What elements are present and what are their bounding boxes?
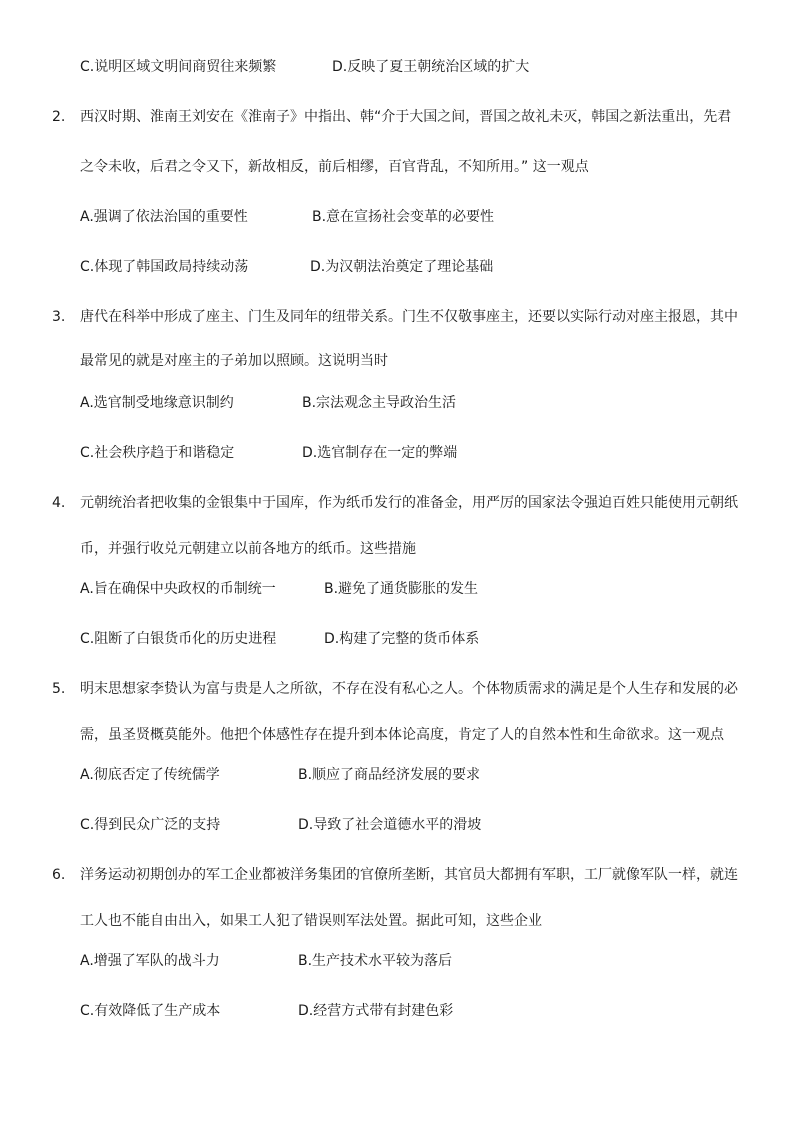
option-b: B.生产技术水平较为落后 xyxy=(298,953,453,969)
question-stem-line: 需，虽圣贤概莫能外。他把个体感性存在提升到本体论高度，肯定了人的自然本性和生命欲求。这一观点 xyxy=(80,727,724,743)
option-b: B.避免了通货膨胀的发生 xyxy=(324,581,479,597)
question-number: 5. xyxy=(52,681,66,697)
question-number: 6. xyxy=(52,867,66,883)
option-d: D.经营方式带有封建色彩 xyxy=(298,1003,454,1019)
question-stem-line: 西汉时期、淮南王刘安在《淮南子》中指出、韩“介于大国之间，晋国之故礼未灭，韩国之新法重出，先君 xyxy=(80,109,732,125)
question-stem-line: 之令未收，后君之令又下，新故相反，前后相缪，百官背乱，不知所用。” 这一观点 xyxy=(80,159,589,175)
option-a: A.彻底否定了传统儒学 xyxy=(80,767,220,783)
option-d: D.导致了社会道德水平的滑坡 xyxy=(298,817,482,833)
question-stem-line: 工人也不能自由出入，如果工人犯了错误则军法处置。据此可知，这些企业 xyxy=(80,913,542,929)
question-number: 2. xyxy=(52,109,66,125)
option-a: A.强调了依法治国的重要性 xyxy=(80,209,248,225)
option-c: C.阻断了白银货币化的历史进程 xyxy=(80,631,277,647)
option-c: C.有效降低了生产成本 xyxy=(80,1003,221,1019)
option-d: D.为汉朝法治奠定了理论基础 xyxy=(310,259,494,275)
question-stem-line: 元朝统治者把收集的金银集中于国库，作为纸币发行的准备金，用严厉的国家法令强迫百姓只能使用元朝纸 xyxy=(80,495,738,511)
question-number: 4. xyxy=(52,495,66,511)
option-d: D.反映了夏王朝统治区域的扩大 xyxy=(332,59,530,75)
question-stem-line: 币，并强行收兑元朝建立以前各地方的纸币。这些措施 xyxy=(80,541,416,557)
option-a: A.选官制受地缘意识制约 xyxy=(80,395,234,411)
option-c: C.社会秩序趋于和谐稳定 xyxy=(80,445,235,461)
option-a: A.旨在确保中央政权的币制统一 xyxy=(80,581,276,597)
option-b: B.宗法观念主导政治生活 xyxy=(302,395,457,411)
option-c: C.得到民众广泛的支持 xyxy=(80,817,221,833)
question-stem-line: 明末思想家李贽认为富与贵是人之所欲，不存在没有私心之人。个体物质需求的满足是个人生存和发展的必 xyxy=(80,681,738,697)
question-number: 3. xyxy=(52,309,66,325)
option-c: C.体现了韩国政局持续动荡 xyxy=(80,259,249,275)
option-b: B.顺应了商品经济发展的要求 xyxy=(298,767,481,783)
option-b: B.意在宣扬社会变革的必要性 xyxy=(312,209,495,225)
option-d: D.构建了完整的货币体系 xyxy=(324,631,480,647)
question-stem-line: 最常见的就是对座主的子弟加以照顾。这说明当时 xyxy=(80,353,388,369)
question-stem-line: 洋务运动初期创办的军工企业都被洋务集团的官僚所垄断，其官员大都拥有军职，工厂就像军队一样，就连 xyxy=(80,867,738,883)
option-d: D.选官制存在一定的弊端 xyxy=(302,445,458,461)
question-stem-line: 唐代在科举中形成了座主、门生及同年的纽带关系。门生不仅敬事座主，还要以实际行动对座主报恩，其中 xyxy=(80,309,738,325)
option-c: C.说明区域文明间商贸往来频繁 xyxy=(80,59,277,75)
option-a: A.增强了军队的战斗力 xyxy=(80,953,220,969)
